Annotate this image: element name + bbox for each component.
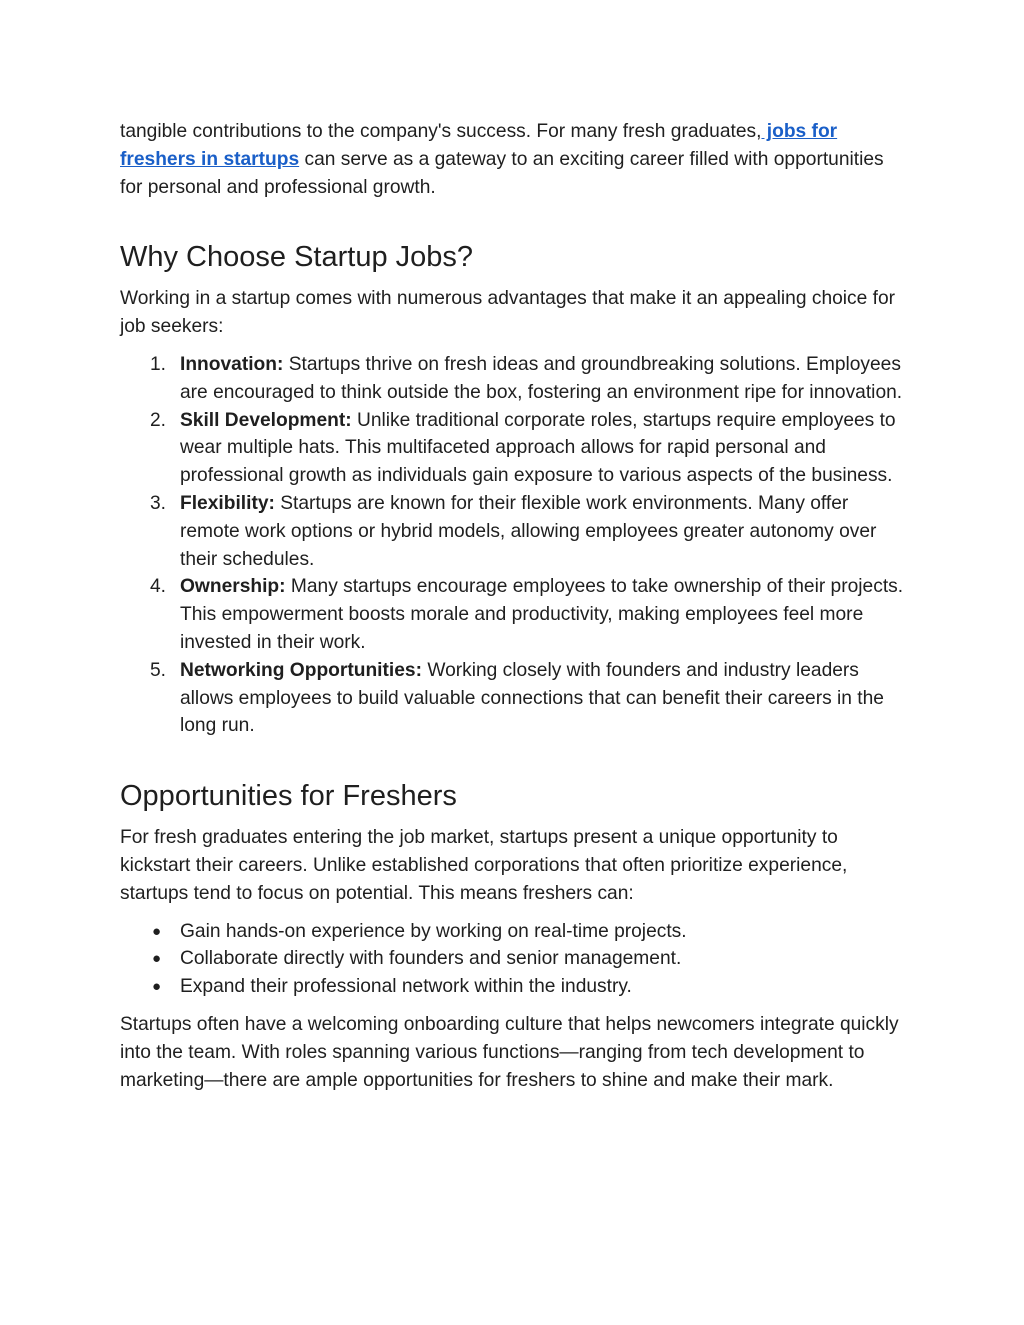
list-item [120,407,910,490]
list-number: 2. [150,409,167,431]
section1-lead: Working in a startup comes with numerous advantages that make it an appealing choice for job seekers: [120,288,896,338]
list-item [120,918,910,946]
document-page [120,118,910,1094]
list-item-text: Working closely with founders and industry leaders allows employees to build valuable connections that can benefit their careers in the long run. [180,659,884,737]
fresher-benefits-list [120,918,910,1001]
list-item [120,490,910,573]
list-item-text: Many startups encourage employees to take ownership of their projects. This empowerment boosts morale and productivity, making employees feel more invested in their work. [180,576,904,653]
section2-lead: For fresh graduates entering the job market, startups present a unique opportunity to kickstart their careers. Unlike established corporations that often prioritize experience, startups tend to focus on potential. This means freshers can: [120,827,848,904]
list-item-title: Flexibility: [180,492,275,514]
list-item [120,351,910,407]
list-item-title: Skill Development: [180,409,352,431]
list-item-text: Expand their professional network within the industry. [180,976,632,998]
jobs-for-freshers-link[interactable]: jobs for freshers in startups [120,121,838,170]
list-item [120,945,910,973]
intro-text-after: can serve as a gateway to an exciting career filled with opportunities for personal and professional growth. [120,148,884,198]
advantages-list [120,351,910,740]
list-item-title: Ownership: [180,576,286,598]
list-item-text: Startups thrive on fresh ideas and groundbreaking solutions. Employees are encouraged to think outside the box, fostering an environment ripe for innovation. [180,353,903,403]
bullet-icon: ● [152,922,162,940]
bullet-icon: ● [152,978,162,996]
list-item [120,573,910,656]
list-item [120,657,910,740]
list-item [120,973,910,1001]
list-item-text: Collaborate directly with founders and senior management. [180,948,682,970]
intro-text-before: tangible contributions to the company's success. For many fresh graduates, [120,121,762,142]
bullet-icon: ● [152,950,162,968]
list-item-title: Innovation: [180,353,284,375]
closing-paragraph: Startups often have a welcoming onboarding culture that helps newcomers integrate quickly into the team. With roles spanning various functions—ranging from tech development to marketing—there are ample opportunities for freshers to shine and make their mark. [120,1013,899,1091]
list-number: 4. [150,576,167,598]
list-number: 1. [150,353,167,375]
list-item-text: Gain hands-on experience by working on real-time projects. [180,920,687,942]
intro-paragraph [120,118,910,201]
heading-opportunities-for-freshers: Opportunities for Freshers [120,780,457,813]
list-item-text: Unlike traditional corporate roles, startups require employees to wear multiple hats. This multifaceted approach allows for rapid personal and professional growth as individuals gain exposure to various aspects of the business. [180,409,896,487]
list-item-title: Networking Opportunities: [180,659,422,681]
list-item-text: Startups are known for their flexible work environments. Many offer remote work options or hybrid models, allowing employees greater autonomy over their schedules. [180,492,877,570]
list-number: 3. [150,492,167,514]
list-number: 5. [150,659,167,681]
heading-why-choose-startup-jobs: Why Choose Startup Jobs? [120,241,474,274]
